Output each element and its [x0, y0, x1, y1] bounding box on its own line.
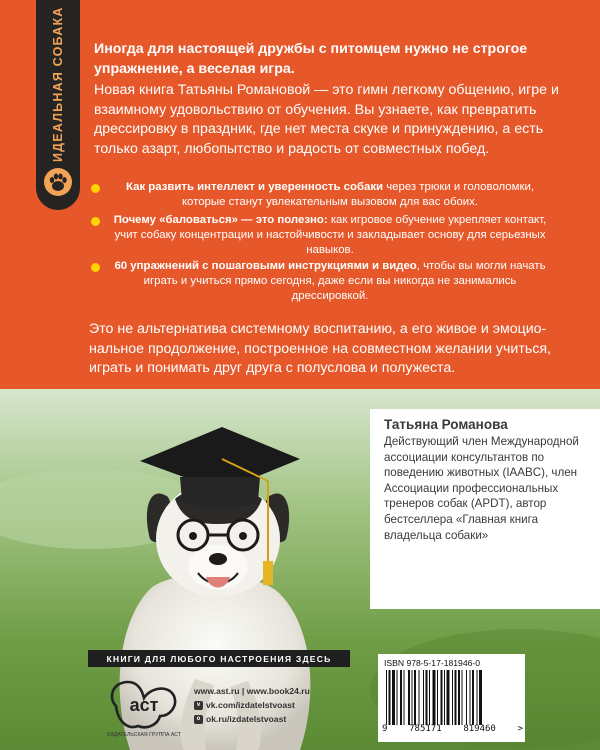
vk-link[interactable]: vk.com/izdatelstvoast: [206, 700, 295, 710]
barcode-digits: [382, 724, 523, 734]
paw-icon: [43, 167, 73, 197]
bullet-text: , чтобы вы могли начать играть и учиться прямо сегодня, даже если вы никогда не занимались дрессировкой.: [143, 260, 546, 303]
barcode-digit-group: 819460: [463, 724, 496, 734]
isbn-number: ISBN 978-5-17-181946-0: [384, 658, 481, 668]
author-info-box: [370, 409, 600, 609]
barcode-digit-group: 785171: [409, 724, 442, 734]
bullet-heading: Как развить интеллект и уверенность собаки: [126, 181, 384, 193]
ok-icon: o: [194, 715, 203, 724]
publisher-logo: [98, 676, 190, 742]
bullet-dot-icon: [91, 263, 100, 272]
list-item: [91, 180, 551, 210]
bullet-dot-icon: [91, 184, 100, 193]
list-item: [91, 213, 551, 259]
ok-link[interactable]: ok.ru/izdatelstvoast: [206, 714, 287, 724]
series-title: ИДЕАЛЬНАЯ СОБАКА: [51, 6, 65, 162]
intro-paragraph: Новая книга Татьяны Романовой — это гимн легкому общению, игре и взаимному удовольствию от обучения. Вы узнаете, как превратить дрессировку в праздник, где нет места скуке и принуждению, а есть только азарт, любопытство и радость от совместных побед.: [94, 82, 559, 157]
barcode-digit-group: >: [517, 724, 523, 734]
slogan-bar: КНИГИ ДЛЯ ЛЮБОГО НАСТРОЕНИЯ ЗДЕСЬ: [88, 650, 350, 667]
author-name: Татьяна Романова: [384, 417, 508, 432]
series-tab: [36, 0, 80, 210]
list-item: [91, 259, 551, 305]
lead-paragraph: Иногда для настоящей дружбы с питомцем нужно не строгое упражнение, а веселая игра.: [94, 41, 528, 77]
bullet-text: через трюки и головоломки, которые станут увлекательным вызовом для вас обоих.: [181, 181, 534, 209]
bullet-dot-icon: [91, 217, 100, 226]
svg-text:аст: аст: [129, 695, 159, 715]
vk-icon: v: [194, 701, 203, 710]
isbn-barcode-box: [378, 654, 525, 742]
ast-logo-icon: [98, 676, 190, 732]
publisher-links: [194, 684, 310, 726]
barcode-icon: [384, 670, 519, 725]
bullet-text: как игровое обучение укрепляет контакт, учит собаку концентрации и настойчивости и закладывает основу для серьезных навыков.: [114, 214, 547, 257]
closing-paragraph: Это не альтернатива системному воспитанию, а его живое и эмоциональное продолжение, построенное на совместном желании учиться, играть и понимать друг друга с полуслова и полужеста.: [89, 321, 551, 376]
bullet-heading: Почему «баловаться» — это полезно:: [113, 214, 328, 226]
barcode-digit-group: 9: [382, 724, 388, 734]
bullet-heading: 60 упражнений с пошаговыми инструкциями и видео: [114, 260, 417, 272]
website-links[interactable]: www.ast.ru | www.book24.ru: [194, 686, 310, 696]
author-bio: Действующий член Международной ассоциации консультантов по поведению животных (IAABC), член Ассоциации профессиональных тренеров собак (APDT), автор бестселлера «Главная книга владельца собаки»: [384, 435, 579, 542]
publisher-name: ИЗДАТЕЛЬСКАЯ ГРУППА АСТ: [106, 732, 182, 738]
